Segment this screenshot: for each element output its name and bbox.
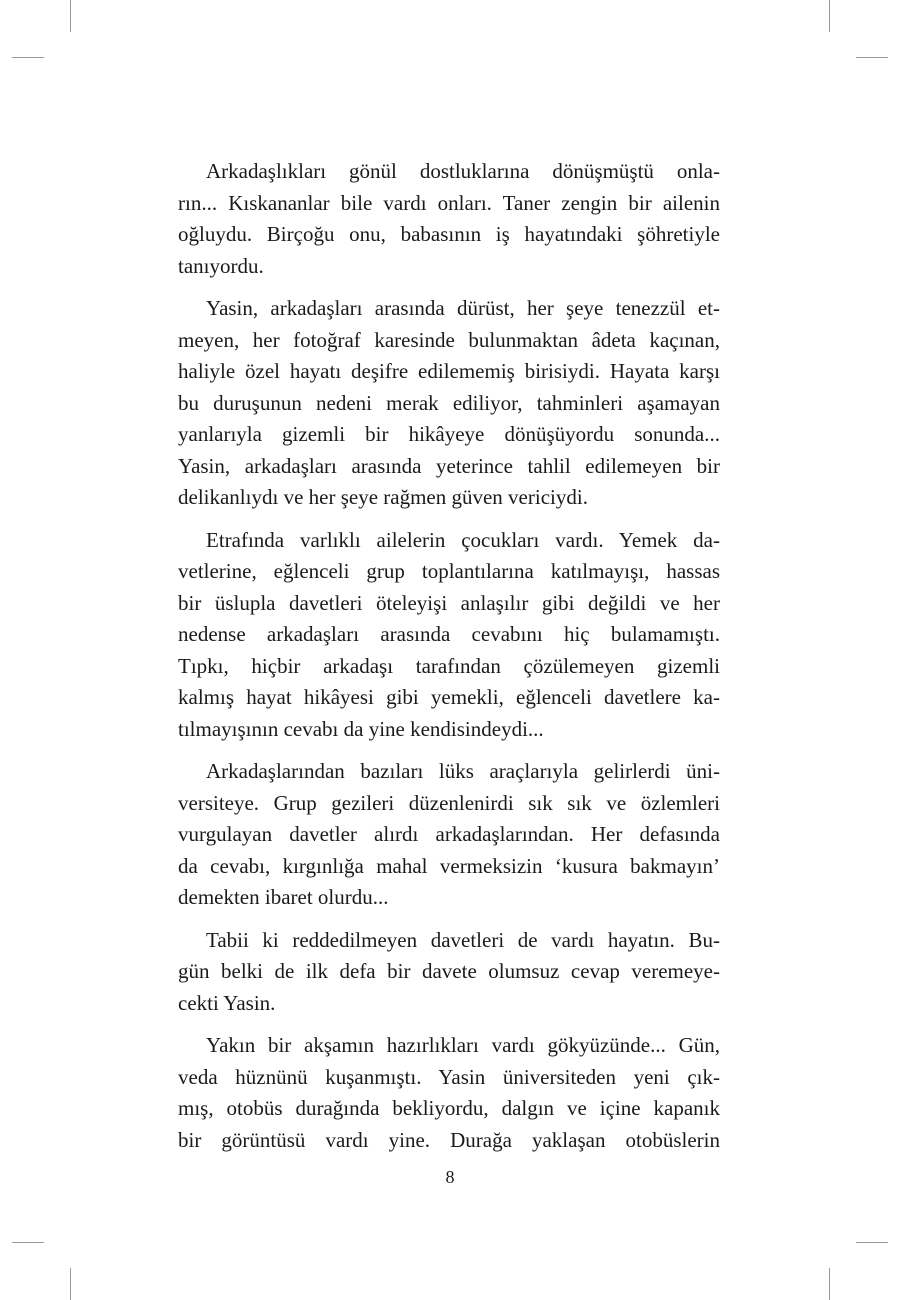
text-line: oğluydu. Birçoğu onu, babasının iş hayatındaki şöhretiyle xyxy=(178,222,720,246)
text-line: demekten ibaret olurdu... xyxy=(178,885,389,909)
text-line: da cevabı, kırgınlığa mahal vermeksizin ‘kusura bakmayın’ xyxy=(178,853,720,878)
paragraph xyxy=(178,1030,720,1156)
text-line: versiteye. Grup gezileri düzenlenirdi sık sık ve özlemleri xyxy=(178,790,720,815)
body-text xyxy=(178,156,720,1167)
text-line: Tabii ki reddedilmeyen davetleri de vardı hayatın. Bu- xyxy=(206,927,720,952)
paragraph xyxy=(178,293,720,514)
text-line: Yasin, arkadaşları arasında dürüst, her şeye tenezzül et- xyxy=(206,296,720,320)
text-line: Etrafında varlıklı ailelerin çocukları vardı. Yemek da- xyxy=(206,527,720,552)
text-line: cekti Yasin. xyxy=(178,990,276,1015)
text-line: yanlarıyla gizemli bir hikâyeye dönüşüyordu sonunda... xyxy=(178,422,720,446)
paragraph xyxy=(178,525,720,746)
text-line: vetlerine, eğlenceli grup toplantılarına katılmayışı, hassas xyxy=(178,559,720,583)
crop-mark-top-left-horizontal xyxy=(12,57,44,58)
text-line: bir üslupla davetleri öteleyişi anlaşılır gibi değildi ve her xyxy=(178,590,720,615)
crop-mark-top-right-vertical xyxy=(829,0,830,32)
text-line: veda hüznünü kuşanmıştı. Yasin üniversiteden yeni çık- xyxy=(178,1064,720,1089)
text-line: delikanlıydı ve her şeye rağmen güven vericiydi. xyxy=(178,485,588,509)
text-line: bir görüntüsü vardı yine. Durağa yaklaşan otobüslerin xyxy=(178,1127,720,1152)
crop-mark-bottom-right-vertical xyxy=(829,1268,830,1300)
text-line: Arkadaşlıkları gönül dostluklarına dönüşmüştü onla- xyxy=(206,159,720,183)
crop-mark-bottom-left-vertical xyxy=(70,1268,71,1300)
text-line: Yakın bir akşamın hazırlıkları vardı gökyüzünde... Gün, xyxy=(206,1033,720,1057)
text-line: meyen, her fotoğraf karesinde bulunmaktan âdeta kaçınan, xyxy=(178,327,720,352)
text-line: Tıpkı, hiçbir arkadaşı tarafından çözülemeyen gizemli xyxy=(178,653,720,678)
text-line: kalmış hayat hikâyesi gibi yemekli, eğlenceli davetlere ka- xyxy=(178,685,720,709)
text-line: rın... Kıskananlar bile vardı onları. Taner zengin bir ailenin xyxy=(178,190,720,215)
paragraph xyxy=(178,756,720,914)
crop-mark-top-left-vertical xyxy=(70,0,71,32)
crop-mark-bottom-left-horizontal xyxy=(12,1242,44,1243)
text-line: tanıyordu. xyxy=(178,253,264,278)
text-line: vurgulayan davetler alırdı arkadaşlarından. Her defasında xyxy=(178,822,720,846)
text-line: gün belki de ilk defa bir davete olumsuz cevap veremeye- xyxy=(178,959,720,983)
text-line: Arkadaşlarından bazıları lüks araçlarıyla gelirlerdi üni- xyxy=(206,759,720,783)
crop-mark-top-right-horizontal xyxy=(856,57,888,58)
text-line: bu duruşunun nedeni merak ediliyor, tahminleri aşamayan xyxy=(178,390,720,415)
paragraph xyxy=(178,156,720,282)
page-number: 8 xyxy=(445,1167,455,1187)
text-line: tılmayışının cevabı da yine kendisindeydi... xyxy=(178,716,544,741)
text-line: nedense arkadaşları arasında cevabını hiç bulamamıştı. xyxy=(178,622,720,646)
text-line: Yasin, arkadaşları arasında yeterince tahlil edilemeyen bir xyxy=(178,453,720,478)
text-line: mış, otobüs durağında bekliyordu, dalgın ve içine kapanık xyxy=(178,1096,720,1120)
paragraph xyxy=(178,925,720,1020)
crop-mark-bottom-right-horizontal xyxy=(856,1242,888,1243)
text-line: haliyle özel hayatı deşifre edilememiş birisiydi. Hayata karşı xyxy=(178,359,720,383)
